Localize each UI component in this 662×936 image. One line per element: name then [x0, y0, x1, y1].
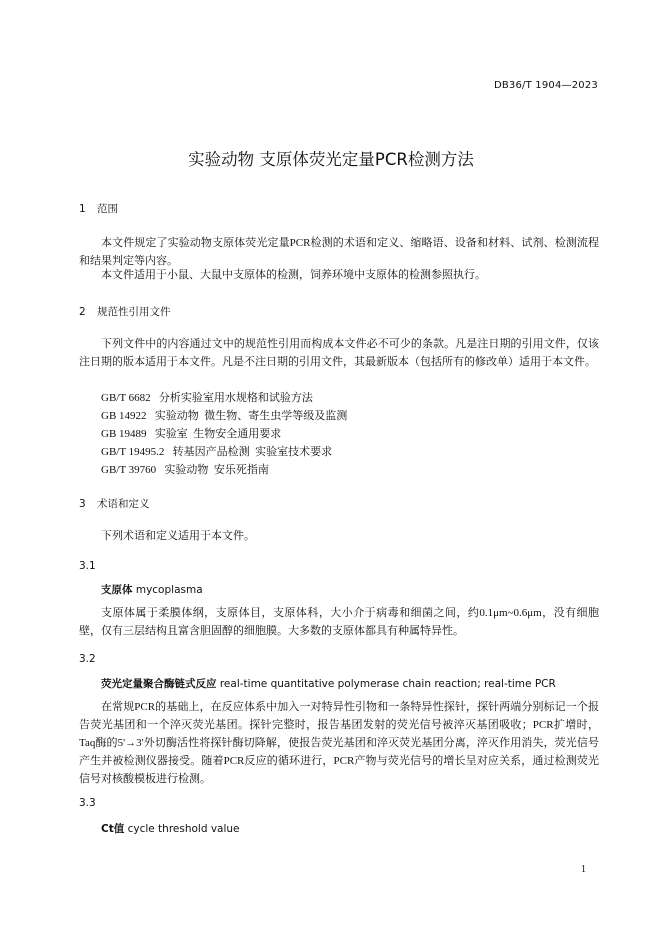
reference-item: GB/T 6682 分析实验室用水规格和试验方法	[101, 392, 313, 404]
section-number: 3	[79, 498, 86, 510]
terms-intro: 下列术语和定义适用于本文件。	[101, 530, 255, 542]
section-heading-normative	[79, 304, 171, 319]
page-title: 实验动物 支原体荧光定量PCR检测方法	[188, 150, 474, 169]
term-number: 3.2	[79, 653, 96, 665]
document-code: DB36/T 1904—2023	[493, 80, 598, 91]
section-title: 规范性引用文件	[97, 306, 171, 318]
normative-paragraph: 下列文件中的内容通过文中的规范性引用而构成本文件必不可少的条款。凡是注日期的引用文件，仅该注日期的版本适用于本文件。凡是不注日期的引用文件，其最新版本（包括所有的修改单）适用于本文件。	[79, 338, 599, 368]
section-heading-terms	[79, 496, 150, 511]
term-heading	[101, 676, 556, 691]
section-heading-scope	[79, 201, 118, 216]
term-english: real-time quantitative polymerase chain reaction; real-time PCR	[219, 678, 556, 690]
term-english: mycoplasma	[135, 584, 203, 596]
reference-item: GB/T 19495.2 转基因产品检测 实验室技术要求	[101, 446, 333, 458]
section-number: 1	[79, 203, 86, 215]
term-heading	[101, 821, 240, 836]
term-definition: 在常规PCR的基础上，在反应体系中加入一对特异性引物和一条特异性探针，探针两端分别标记一个报告荧光基团和一个淬灭荧光基团。探针完整时，报告基团发射的荧光信号被淬灭基团吸收；PCR扩增时，Taq酶的5'→3'外切酶活性将探针酶切降解，使报告荧光基团和淬灭荧光基团分离，淬灭作用消失，荧光信号产生并被检测仪器接受。随着PCR反应的循环进行，PCR产物与荧光信号的增长呈对应关系，通过检测荧光信号对核酸模板进行检测。	[79, 701, 599, 785]
term-number: 3.1	[79, 560, 96, 572]
page-number: 1	[581, 864, 586, 875]
scope-paragraph-1: 本文件规定了实验动物支原体荧光定量PCR检测的术语和定义、缩略语、设备和材料、试剂、检测流程和结果判定等内容。	[79, 237, 599, 267]
reference-item: GB 14922 实验动物 微生物、寄生虫学等级及监测	[101, 410, 348, 422]
term-chinese: Ct值	[101, 823, 125, 835]
reference-item: GB/T 39760 实验动物 安乐死指南	[101, 464, 269, 476]
term-chinese: 支原体	[101, 584, 133, 596]
scope-paragraph-2: 本文件适用于小鼠、大鼠中支原体的检测，饲养环境中支原体的检测参照执行。	[101, 269, 486, 281]
term-number: 3.3	[79, 797, 96, 809]
term-heading	[101, 582, 203, 597]
term-chinese: 荧光定量聚合酶链式反应	[101, 678, 217, 690]
section-number: 2	[79, 306, 86, 318]
section-title: 术语和定义	[97, 498, 150, 510]
term-definition: 支原体属于柔膜体纲，支原体目，支原体科，大小介于病毒和细菌之间，约0.1μm~0.6μm，没有细胞壁，仅有三层结构且富含胆固醇的细胞膜。大多数的支原体都具有种属特异性。	[79, 607, 599, 637]
reference-item: GB 19489 实验室 生物安全通用要求	[101, 428, 282, 440]
section-title: 范围	[97, 203, 118, 215]
term-english: cycle threshold value	[127, 823, 240, 835]
